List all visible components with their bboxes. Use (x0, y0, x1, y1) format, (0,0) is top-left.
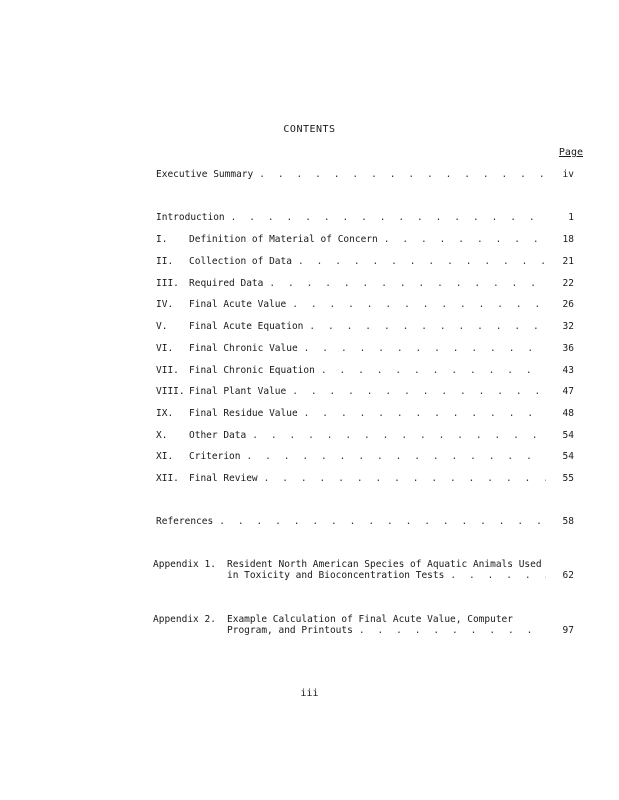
toc-entry-page: 54 (562, 430, 574, 441)
toc-entry-section-3 (156, 277, 574, 291)
toc-entry-title: Required Data (189, 278, 264, 289)
toc-entry-page: iv (562, 169, 574, 180)
toc-entry-title: References (156, 516, 214, 527)
dot-leader (309, 320, 546, 334)
dot-leader (304, 342, 546, 356)
toc-entry-section-2 (156, 255, 574, 269)
toc-entry-number: I. (156, 234, 168, 245)
toc-appendix-number: Appendix 2. (153, 614, 216, 625)
dot-leader (231, 211, 546, 225)
toc-entry-page: 22 (562, 278, 574, 289)
toc-entry-page: 54 (562, 451, 574, 462)
dot-leader (246, 450, 546, 464)
toc-entry-title: Final Residue Value (189, 408, 298, 419)
toc-entry-section-7 (156, 364, 574, 378)
toc-entry-number: V. (156, 321, 168, 332)
toc-entry-title: Final Review (189, 473, 258, 484)
toc-appendix-title-line1: Resident North American Species of Aquatic Animals Used (227, 559, 542, 570)
toc-entry-number: IX. (156, 408, 174, 419)
toc-entry-section-5 (156, 320, 574, 334)
toc-entry-number: XII. (156, 473, 179, 484)
toc-entry-title: Final Acute Value (189, 299, 287, 310)
dot-leader (292, 298, 546, 312)
toc-entry-number: II. (156, 256, 174, 267)
page-number-footer: iii (300, 688, 319, 699)
dot-leader (384, 233, 546, 247)
toc-entry-section-10 (156, 429, 574, 443)
toc-entry-page: 18 (562, 234, 574, 245)
dot-leader (321, 364, 546, 378)
toc-entry-title: Final Acute Equation (189, 321, 304, 332)
toc-entry-number: III. (156, 278, 179, 289)
toc-entry-introduction (156, 211, 574, 225)
toc-entry-section-9 (156, 407, 574, 421)
toc-entry-page: 58 (562, 516, 574, 527)
toc-entry-section-11 (156, 450, 574, 464)
toc-entry-executive-summary (156, 168, 574, 182)
dot-leader (359, 624, 546, 638)
toc-entry-number: VI. (156, 343, 174, 354)
toc-entry-title: Definition of Material of Concern (189, 234, 378, 245)
toc-entry-page: 21 (562, 256, 574, 267)
toc-entry-title: Final Chronic Equation (189, 365, 315, 376)
toc-entry-title: Final Chronic Value (189, 343, 298, 354)
toc-appendix-number: Appendix 1. (153, 559, 216, 570)
toc-appendix-1-line2 (153, 569, 574, 583)
toc-entry-number: IV. (156, 299, 174, 310)
dot-leader (304, 407, 546, 421)
toc-entry-number: VIII. (156, 386, 185, 397)
toc-entry-page: 1 (568, 212, 574, 223)
toc-entry-page: 26 (562, 299, 574, 310)
toc-entry-page: 43 (562, 365, 574, 376)
toc-appendix-title-line2: Program, and Printouts (227, 625, 353, 636)
toc-entry-title: Executive Summary (156, 169, 254, 180)
toc-appendix-title-line2: in Toxicity and Bioconcentration Tests (227, 570, 445, 581)
toc-entry-number: XI. (156, 451, 174, 462)
toc-entry-section-4 (156, 298, 574, 312)
toc-entry-section-8 (156, 385, 574, 399)
dot-leader (292, 385, 546, 399)
dot-leader (269, 277, 546, 291)
toc-entry-number: VII. (156, 365, 179, 376)
toc-entry-title: Introduction (156, 212, 225, 223)
dot-leader (450, 569, 546, 583)
toc-appendix-page: 97 (562, 625, 574, 636)
toc-entry-title: Collection of Data (189, 256, 292, 267)
toc-entry-number: X. (156, 430, 168, 441)
dot-leader (219, 515, 546, 529)
toc-entry-page: 36 (562, 343, 574, 354)
toc-entry-page: 55 (562, 473, 574, 484)
toc-appendix-page: 62 (562, 570, 574, 581)
toc-entry-section-12 (156, 472, 574, 486)
toc-entry-section-6 (156, 342, 574, 356)
toc-entry-section-1 (156, 233, 574, 247)
toc-appendix-title-line1: Example Calculation of Final Acute Value, Computer (227, 614, 513, 625)
toc-entry-title: Criterion (189, 451, 241, 462)
dot-leader (298, 255, 546, 269)
dot-leader (264, 472, 546, 486)
toc-appendix-2-line2 (153, 624, 574, 638)
page-column-label: Page (558, 147, 583, 158)
toc-entry-title: Final Plant Value (189, 386, 287, 397)
toc-entry-page: 48 (562, 408, 574, 419)
dot-leader (252, 429, 546, 443)
dot-leader (259, 168, 546, 182)
toc-entry-page: 47 (562, 386, 574, 397)
toc-entry-title: Other Data (189, 430, 247, 441)
toc-entry-page: 32 (562, 321, 574, 332)
toc-heading: CONTENTS (283, 124, 336, 135)
toc-entry-references (156, 515, 574, 529)
